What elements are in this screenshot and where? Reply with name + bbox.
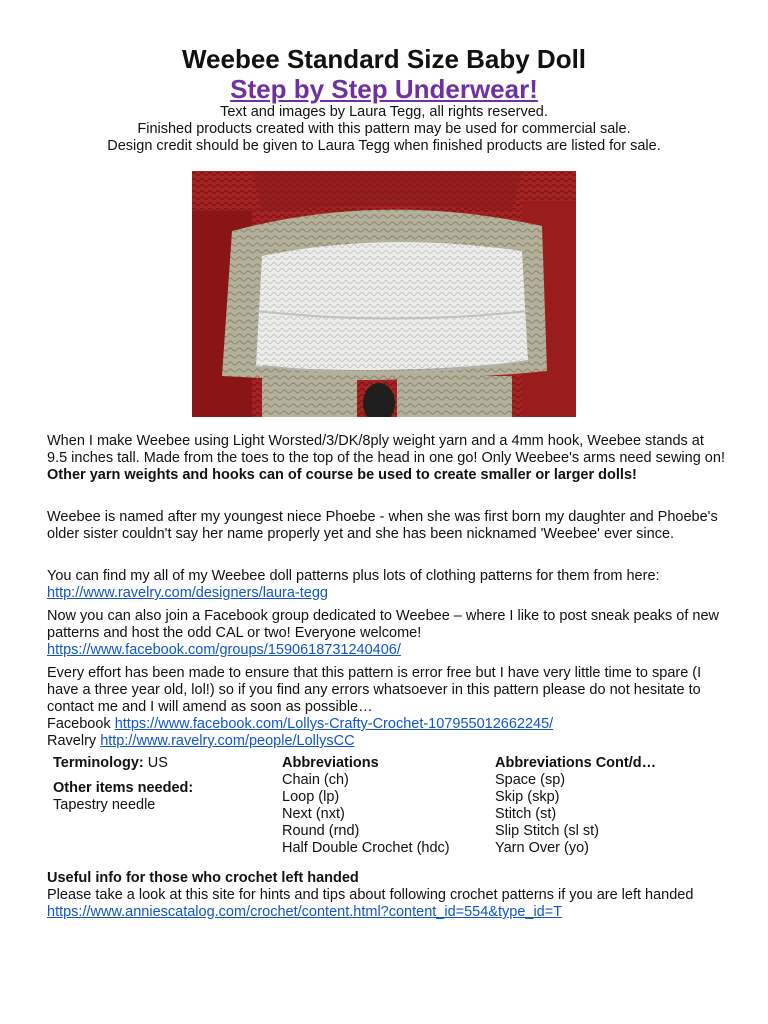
abbreviations-column (282, 755, 482, 857)
facebook-label: Facebook (47, 716, 111, 732)
name-origin-text: Weebee is named after my youngest niece Phoebe - when she was first born my daughter and Phoebe's older sister couldn't say her name properly yet and she has been nicknamed 'Weebee' ever since. (47, 509, 718, 542)
abbreviations-cont-column (495, 755, 735, 857)
intro-bold-note: Other yarn weights and hooks can of course be used to create smaller or larger dolls! (47, 467, 637, 483)
abbreviation-item: Next (nxt) (282, 806, 345, 822)
terminology-line (53, 755, 273, 772)
document-header (0, 44, 768, 155)
abbreviations-cont-heading: Abbreviations Cont/d… (495, 755, 657, 771)
terminology-label: Terminology: (53, 755, 144, 771)
crochet-underwear-photo (192, 171, 576, 417)
other-items-label: Other items needed: (53, 780, 194, 796)
errors-text: Every effort has been made to ensure that this pattern is error free but I have very little time to spare (I have a three year old, lol!) so if you find any errors whatsoever in this pattern please do not hesitate to contact me and I will amend as soon as possible… (47, 665, 702, 715)
abbreviation-item: Slip Stitch (sl st) (495, 823, 599, 839)
left-handed-heading: Useful info for those who crochet left handed (47, 870, 359, 886)
ravelry-label: Ravelry (47, 733, 97, 749)
abbreviation-item: Half Double Crochet (hdc) (282, 840, 450, 856)
ravelry-contact-line (47, 733, 727, 750)
intro-paragraph-size (47, 433, 727, 484)
credit-line: Text and images by Laura Tegg, all rights reserved. (220, 104, 548, 120)
facebook-page-link[interactable]: https://www.facebook.com/Lollys-Crafty-Crochet-107955012662245/ (114, 716, 554, 732)
intro-paragraph-name (47, 509, 727, 543)
crochet-photo-illustration (192, 171, 576, 417)
ravelry-designer-link[interactable]: http://www.ravelry.com/designers/laura-tegg (47, 585, 328, 601)
facebook-contact-line (47, 716, 727, 733)
other-items-value: Tapestry needle (53, 797, 156, 813)
intro-paragraph-patterns (47, 568, 727, 602)
abbreviation-item: Chain (ch) (282, 772, 349, 788)
abbreviation-item: Yarn Over (yo) (495, 840, 590, 856)
abbreviation-item: Stitch (st) (495, 806, 557, 822)
facebook-group-text: Now you can also join a Facebook group dedicated to Weebee – where I like to post sneak peaks of new patterns and host the odd CAL or two! Everyone welcome! (47, 608, 719, 641)
abbreviation-item: Space (sp) (495, 772, 566, 788)
left-handed-text: Please take a look at this site for hints and tips about following crochet patterns if you are left handed (47, 887, 694, 903)
abbreviation-item: Skip (skp) (495, 789, 560, 805)
abbreviations-heading: Abbreviations (282, 755, 379, 771)
intro-text: When I make Weebee using Light Worsted/3/DK/8ply weight yarn and a 4mm hook, Weebee stands at 9.5 inches tall. Made from the toes to the top of the head in one go! Only Weebee's arms need sewing on! (47, 433, 725, 466)
ravelry-profile-link[interactable]: http://www.ravelry.com/people/LollysCC (100, 733, 355, 749)
document-title: Weebee Standard Size Baby Doll (181, 44, 587, 74)
intro-paragraph-errors (47, 665, 727, 750)
abbreviation-item: Round (rnd) (282, 823, 360, 839)
credit-line: Design credit should be given to Laura Tegg when finished products are listed for sale. (107, 138, 661, 154)
annies-catalog-link[interactable]: https://www.anniescatalog.com/crochet/content.html?content_id=554&type_id=T (47, 904, 563, 920)
terminology-value: US (147, 755, 168, 771)
left-handed-section (47, 870, 727, 921)
credit-line: Finished products created with this pattern may be used for commercial sale. (137, 121, 631, 137)
intro-paragraph-facebook (47, 608, 727, 659)
facebook-group-link[interactable]: https://www.facebook.com/groups/1590618731240406/ (47, 642, 401, 658)
document-subtitle: Step by Step Underwear! (230, 74, 538, 104)
materials-column (53, 755, 273, 814)
abbreviation-item: Loop (lp) (282, 789, 340, 805)
patterns-text: You can find my all of my Weebee doll patterns plus lots of clothing patterns for them from here: (47, 568, 660, 584)
